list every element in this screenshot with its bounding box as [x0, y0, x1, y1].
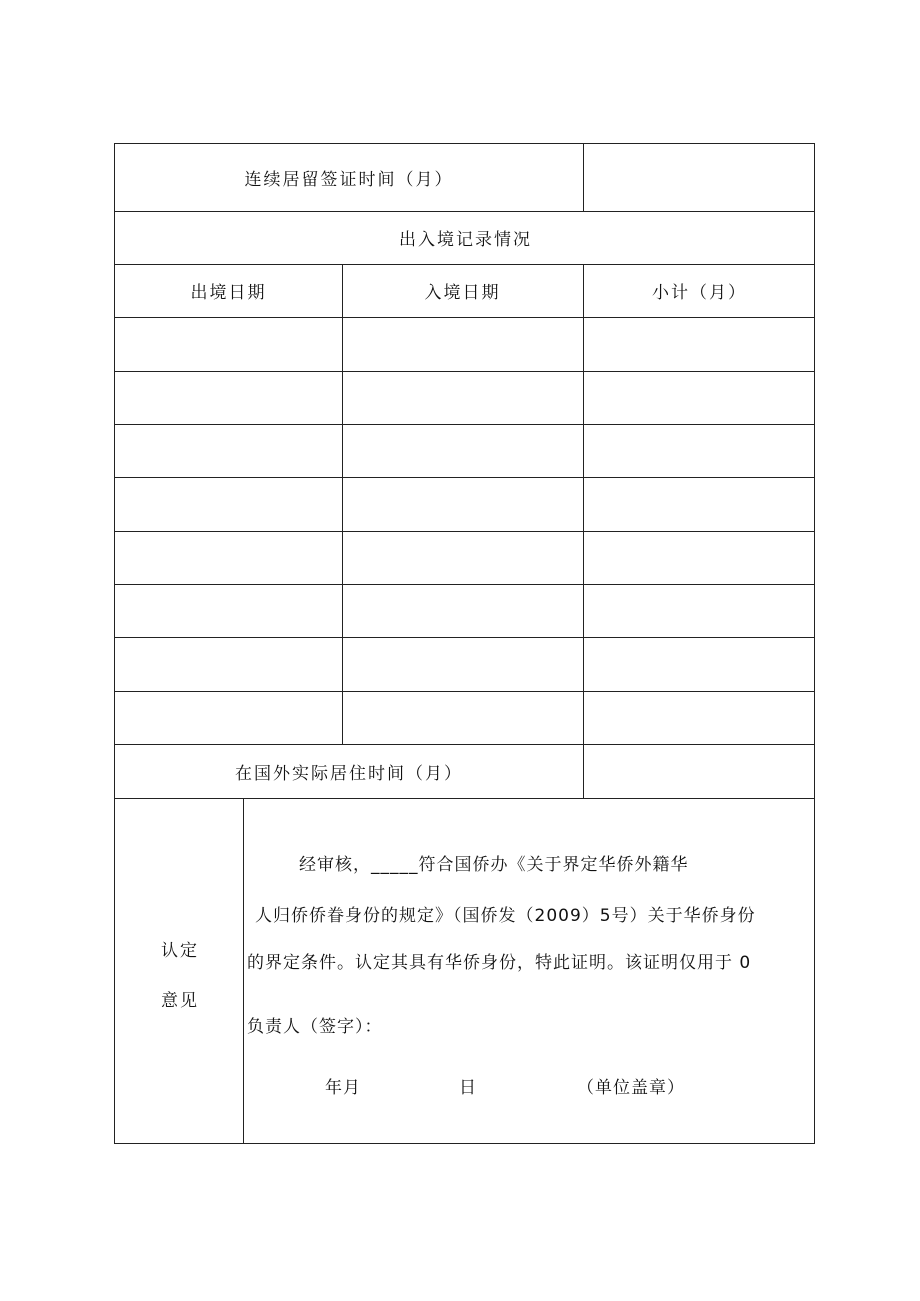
- opinion-text-line2: 人归侨侨眷身份的规定》（国侨发（2009）5号）关于华侨身份: [255, 906, 756, 926]
- continuous-visa-label: 连续居留签证时间（月）: [244, 170, 454, 190]
- column-header-subtotal: 小计（月）: [652, 283, 747, 303]
- column-header-entry-date: 入境日期: [424, 283, 501, 303]
- table-cell[interactable]: [115, 637, 342, 691]
- opinion-text-line1: 经审核，_____符合国侨办《关于界定华侨外籍华: [299, 855, 689, 875]
- table-cell[interactable]: [115, 691, 342, 744]
- table-cell[interactable]: [583, 317, 816, 371]
- table-cell[interactable]: [342, 371, 583, 424]
- table-cell[interactable]: [583, 424, 816, 477]
- continuous-visa-value[interactable]: [583, 144, 816, 211]
- date-day: 日: [459, 1078, 477, 1098]
- table-cell[interactable]: [583, 477, 816, 531]
- table-cell[interactable]: [583, 371, 816, 424]
- col-divider: [243, 798, 244, 1144]
- table-cell[interactable]: [342, 424, 583, 477]
- table-cell[interactable]: [342, 531, 583, 584]
- table-cell[interactable]: [342, 691, 583, 744]
- seal-label: （单位盖章）: [577, 1078, 685, 1098]
- records-title: 出入境记录情况: [399, 230, 532, 250]
- actual-residence-value[interactable]: [583, 744, 816, 798]
- table-cell[interactable]: [115, 371, 342, 424]
- row-divider: [115, 798, 814, 799]
- table-cell[interactable]: [342, 317, 583, 371]
- opinion-text-line3: 的界定条件。认定其具有华侨身份，特此证明。该证明仅用于 0: [247, 953, 752, 973]
- table-cell[interactable]: [583, 691, 816, 744]
- table-cell[interactable]: [342, 637, 583, 691]
- signer-label: 负责人（签字）：: [247, 1017, 383, 1037]
- table-cell[interactable]: [115, 584, 342, 637]
- opinion-label-line1: 认定: [161, 941, 199, 961]
- table-cell[interactable]: [342, 584, 583, 637]
- table-cell[interactable]: [342, 477, 583, 531]
- table-cell[interactable]: [583, 531, 816, 584]
- column-header-exit-date: 出境日期: [190, 283, 267, 303]
- actual-residence-label: 在国外实际居住时间（月）: [235, 763, 463, 784]
- table-cell[interactable]: [115, 531, 342, 584]
- table-cell[interactable]: [115, 424, 342, 477]
- table-cell[interactable]: [583, 584, 816, 637]
- date-year-month: 年月: [325, 1078, 361, 1098]
- table-cell[interactable]: [115, 317, 342, 371]
- opinion-label-line2: 意见: [161, 991, 199, 1011]
- table-cell[interactable]: [115, 477, 342, 531]
- certification-form: [114, 143, 815, 1144]
- table-cell[interactable]: [583, 637, 816, 691]
